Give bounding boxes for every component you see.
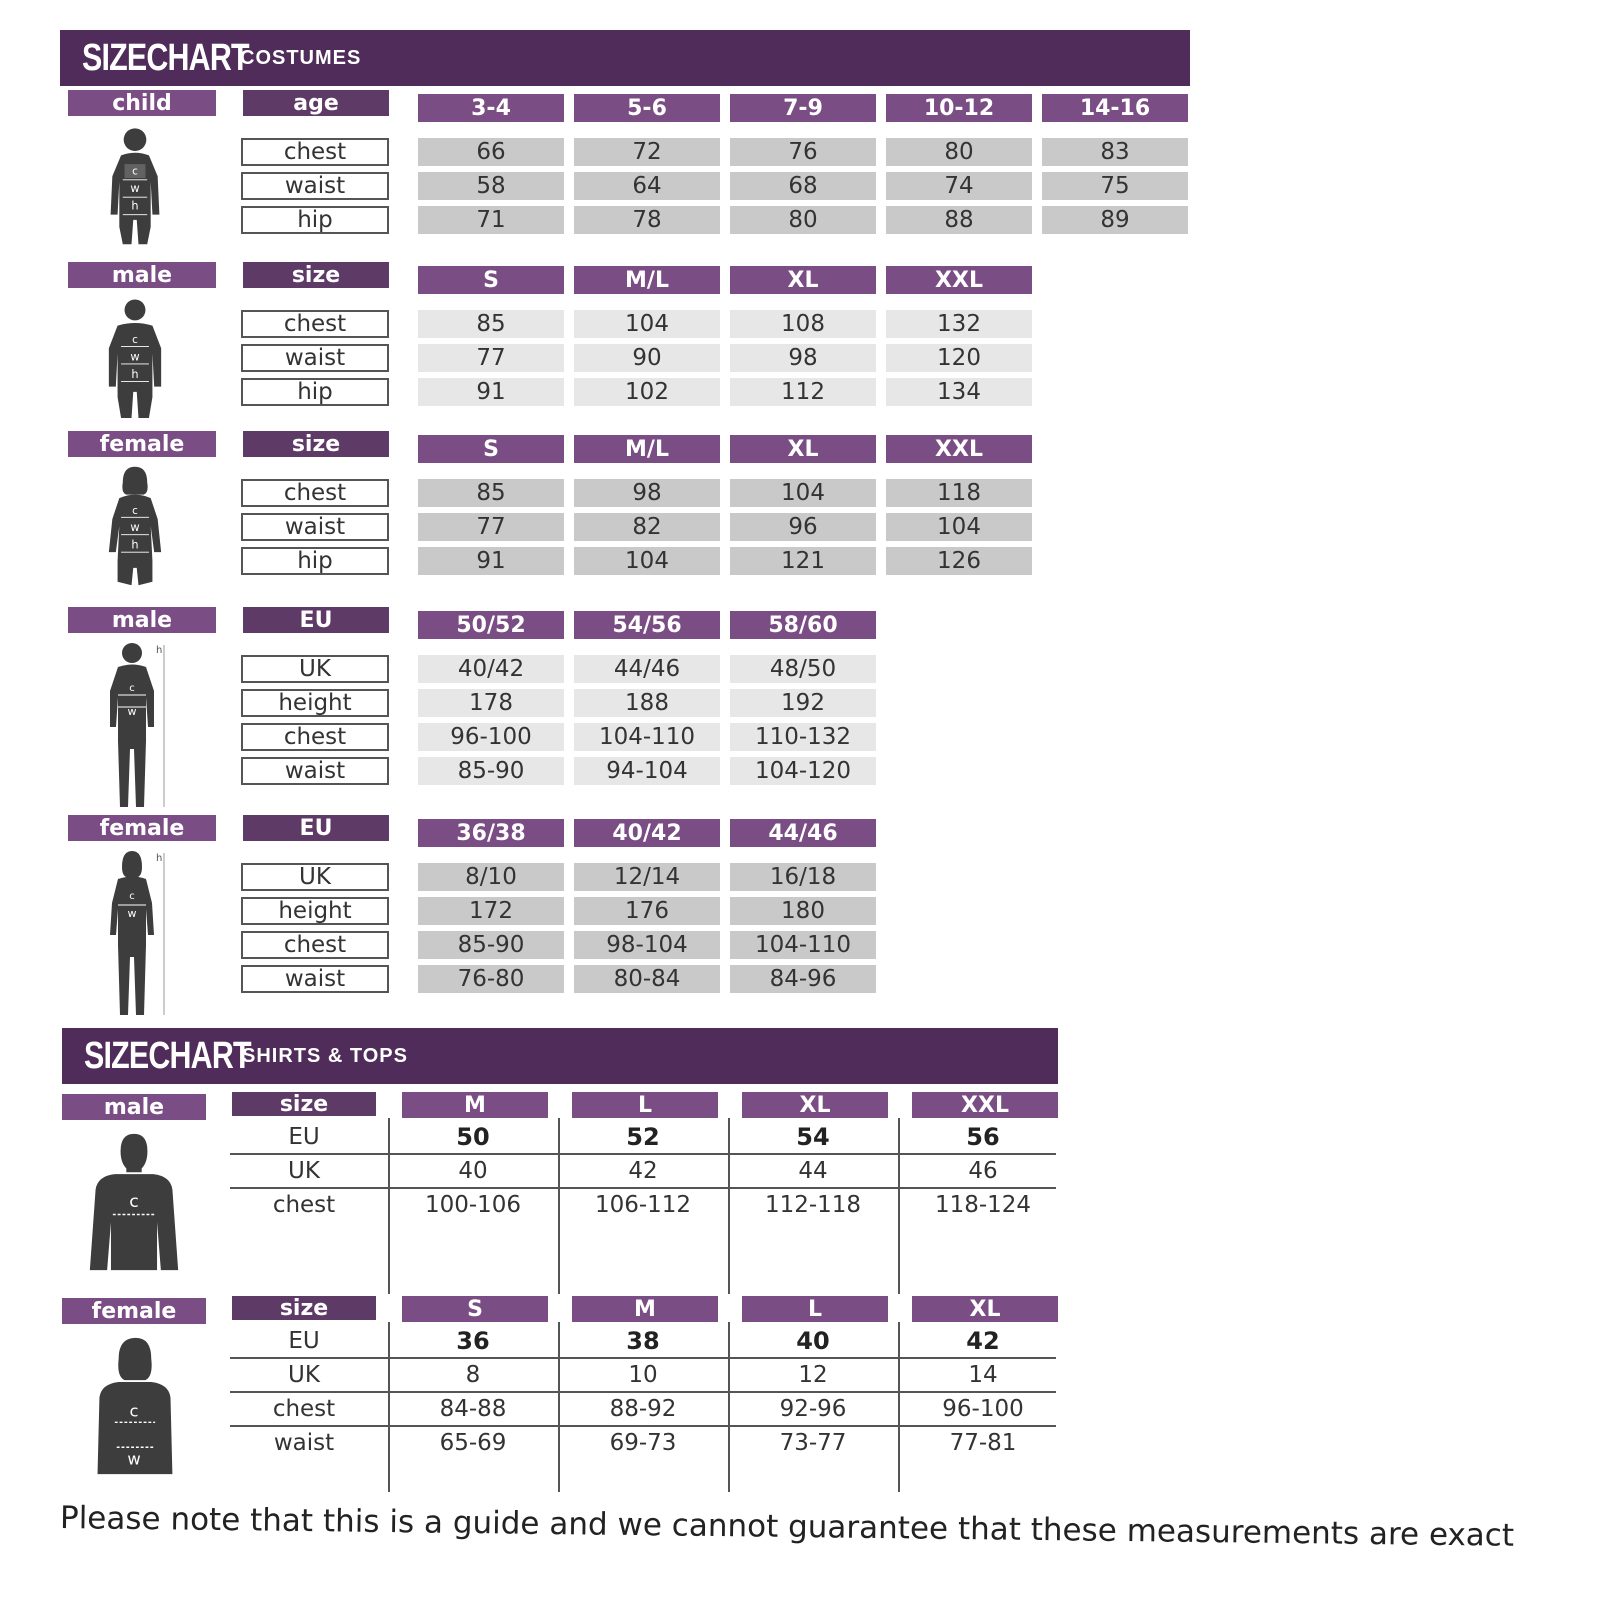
svg-text:w: w (130, 520, 140, 535)
size-column-header: XXL (886, 266, 1032, 294)
size-column-header: 44/46 (730, 819, 876, 847)
measure-value: 96-100 (418, 723, 564, 751)
measure-value: 118 (886, 479, 1032, 507)
size-column-header: XL (730, 266, 876, 294)
measure-value: 82 (574, 513, 720, 541)
measure-row-label: chest (272, 1192, 336, 1218)
measure-value: 40 (796, 1327, 830, 1355)
column-key-header: size (243, 431, 389, 457)
measure-value: 112-118 (764, 1192, 862, 1218)
measure-value: 76 (730, 138, 876, 166)
size-column-header: 10-12 (886, 94, 1032, 122)
measure-value: 134 (886, 378, 1032, 406)
size-column-header: S (402, 1296, 548, 1322)
measure-value: 90 (574, 344, 720, 372)
measure-value: 75 (1042, 172, 1188, 200)
size-column-header: XXL (886, 435, 1032, 463)
svg-text:w: w (130, 180, 140, 195)
measure-value: 108 (730, 310, 876, 338)
size-column-header: 5-6 (574, 94, 720, 122)
disclaimer-note: Please note that this is a guide and we cannot guarantee that these measurements are exact (59, 1500, 1515, 1554)
measure-value: 73-77 (779, 1430, 847, 1456)
measure-value: 96-100 (942, 1396, 1024, 1422)
measure-value: 54 (796, 1123, 830, 1151)
size-column-header: 36/38 (418, 819, 564, 847)
measure-value: 74 (886, 172, 1032, 200)
row-divider (230, 1187, 1056, 1189)
svg-text:c: c (129, 891, 135, 902)
size-column-header: 40/42 (574, 819, 720, 847)
svg-text:w: w (130, 349, 140, 364)
column-divider (388, 1118, 390, 1294)
measure-value: 76-80 (418, 965, 564, 993)
measure-value: 88 (886, 206, 1032, 234)
measure-value: 12/14 (574, 863, 720, 891)
section-label-male: male (68, 262, 216, 288)
measure-value: 8 (465, 1362, 481, 1388)
section-label-female: female (62, 1298, 206, 1324)
svg-text:h: h (156, 645, 163, 656)
measure-value: 96 (730, 513, 876, 541)
svg-text:h: h (131, 537, 139, 552)
measure-row-label: waist (273, 1430, 335, 1456)
child-figure (100, 124, 170, 246)
size-column-header: XXL (912, 1092, 1058, 1118)
column-key-header: size (232, 1296, 376, 1320)
measure-value: 104 (886, 513, 1032, 541)
measure-value: 104-120 (730, 757, 876, 785)
measure-value: 77 (418, 513, 564, 541)
column-divider (898, 1322, 900, 1492)
measure-value: 104 (574, 547, 720, 575)
measure-value: 10 (628, 1362, 658, 1388)
measure-value: 40 (458, 1158, 488, 1184)
measure-value: 89 (1042, 206, 1188, 234)
measure-row-label: hip (241, 206, 389, 234)
measure-row-label: UK (288, 1362, 320, 1388)
measure-value: 176 (574, 897, 720, 925)
measure-value: 172 (418, 897, 564, 925)
svg-text:c: c (129, 683, 135, 694)
measure-row-label: chest (241, 479, 389, 507)
measure-row-label: chest (241, 931, 389, 959)
measure-value: 98 (574, 479, 720, 507)
measure-value: 68 (730, 172, 876, 200)
section-label-female: female (68, 815, 216, 841)
measure-value: 83 (1042, 138, 1188, 166)
size-column-header: 54/56 (574, 611, 720, 639)
measure-value: 102 (574, 378, 720, 406)
measure-value: 8/10 (418, 863, 564, 891)
measure-value: 98 (730, 344, 876, 372)
measure-value: 71 (418, 206, 564, 234)
svg-text:c: c (132, 165, 138, 178)
column-key-header: EU (243, 607, 389, 633)
measure-value: 110-132 (730, 723, 876, 751)
measure-value: 12 (798, 1362, 828, 1388)
measure-value: 50 (456, 1123, 490, 1151)
measure-value: 56 (966, 1123, 1000, 1151)
measure-row-label: waist (241, 344, 389, 372)
size-column-header: 7-9 (730, 94, 876, 122)
svg-text:c: c (129, 1191, 139, 1212)
svg-text:c: c (132, 334, 138, 347)
section-label-male: male (62, 1094, 206, 1120)
svg-text:w: w (127, 907, 137, 920)
measure-value: 188 (574, 689, 720, 717)
measure-value: 84-96 (730, 965, 876, 993)
size-column-header: M/L (574, 266, 720, 294)
measure-value: 94-104 (574, 757, 720, 785)
measure-row-label: waist (241, 513, 389, 541)
column-key-header: EU (243, 815, 389, 841)
column-key-header: age (243, 90, 389, 116)
measure-value: 16/18 (730, 863, 876, 891)
size-column-header: XL (742, 1092, 888, 1118)
column-key-header: size (243, 262, 389, 288)
size-column-header: M (572, 1296, 718, 1322)
measure-value: 38 (626, 1327, 660, 1355)
measure-value: 91 (418, 547, 564, 575)
costumes-title-small: COSTUMES (240, 46, 362, 69)
measure-value: 192 (730, 689, 876, 717)
measure-value: 91 (418, 378, 564, 406)
shirt-female-figure (86, 1332, 182, 1480)
svg-text:h: h (131, 366, 139, 381)
costumes-title-big: SIZECHART (82, 36, 249, 79)
measure-value: 85 (418, 479, 564, 507)
measure-value: 80 (886, 138, 1032, 166)
size-column-header: L (572, 1092, 718, 1118)
measure-row-label: chest (241, 723, 389, 751)
svg-text:c: c (132, 504, 138, 517)
measure-row-label: chest (272, 1396, 336, 1422)
size-column-header: 50/52 (418, 611, 564, 639)
measure-value: 98-104 (574, 931, 720, 959)
measure-value: 104-110 (574, 723, 720, 751)
size-column-header: M/L (574, 435, 720, 463)
measure-value: 44 (798, 1158, 828, 1184)
size-column-header: M (402, 1092, 548, 1118)
measure-value: 178 (418, 689, 564, 717)
measure-row-label: UK (288, 1158, 320, 1184)
measure-value: 80 (730, 206, 876, 234)
measure-value: 65-69 (439, 1430, 507, 1456)
size-column-header: XL (730, 435, 876, 463)
svg-text:h: h (156, 853, 163, 864)
measure-value: 85-90 (418, 931, 564, 959)
measure-value: 46 (968, 1158, 998, 1184)
measure-row-label: waist (241, 965, 389, 993)
size-column-header: L (742, 1296, 888, 1322)
measure-value: 78 (574, 206, 720, 234)
svg-text:w: w (127, 705, 137, 718)
size-column-header: 3-4 (418, 94, 564, 122)
measure-row-label: waist (241, 172, 389, 200)
column-divider (558, 1118, 560, 1294)
measure-row-label: waist (241, 757, 389, 785)
section-label-female: female (68, 431, 216, 457)
row-divider (230, 1391, 1056, 1393)
size-column-header: XL (912, 1296, 1058, 1322)
section-label-child: child (68, 90, 216, 116)
column-divider (558, 1322, 560, 1492)
measure-value: 118-124 (934, 1192, 1032, 1218)
measure-value: 69-73 (609, 1430, 677, 1456)
measure-value: 48/50 (730, 655, 876, 683)
measure-value: 36 (456, 1327, 490, 1355)
measure-value: 120 (886, 344, 1032, 372)
svg-text:h: h (131, 198, 139, 213)
column-divider (898, 1118, 900, 1294)
measure-value: 85-90 (418, 757, 564, 785)
measure-value: 92-96 (779, 1396, 847, 1422)
measure-row-label: chest (241, 138, 389, 166)
row-divider (230, 1153, 1056, 1155)
measure-value: 77 (418, 344, 564, 372)
row-divider (230, 1357, 1056, 1359)
column-divider (728, 1322, 730, 1492)
measure-value: 180 (730, 897, 876, 925)
female-figure (100, 465, 170, 587)
shirts-title-big: SIZECHART (84, 1034, 251, 1077)
measure-row-label: height (241, 897, 389, 925)
measure-value: 72 (574, 138, 720, 166)
column-divider (388, 1322, 390, 1492)
measure-row-label: height (241, 689, 389, 717)
svg-text:c: c (129, 1401, 139, 1421)
measure-value: 44/46 (574, 655, 720, 683)
measure-value: 88-92 (609, 1396, 677, 1422)
measure-value: 42 (966, 1327, 1000, 1355)
measure-value: 112 (730, 378, 876, 406)
male-figure (100, 296, 170, 418)
measure-row-label: EU (288, 1124, 320, 1150)
measure-value: 121 (730, 547, 876, 575)
shirts-title-small: SHIRTS & TOPS (242, 1044, 408, 1067)
measure-value: 100-106 (424, 1192, 522, 1218)
measure-value: 58 (418, 172, 564, 200)
size-column-header: S (418, 435, 564, 463)
shirt-male-figure (86, 1128, 182, 1276)
measure-value: 66 (418, 138, 564, 166)
measure-row-label: UK (241, 655, 389, 683)
measure-value: 104 (574, 310, 720, 338)
measure-value: 84-88 (439, 1396, 507, 1422)
measure-value: 14 (968, 1362, 998, 1388)
measure-value: 132 (886, 310, 1032, 338)
measure-value: 104-110 (730, 931, 876, 959)
measure-value: 40/42 (418, 655, 564, 683)
measure-row-label: EU (288, 1328, 320, 1354)
measure-value: 104 (730, 479, 876, 507)
measure-row-label: UK (241, 863, 389, 891)
costumes-banner (60, 30, 1190, 86)
female-full-figure (100, 849, 180, 1019)
measure-value: 77-81 (949, 1430, 1017, 1456)
column-key-header: size (232, 1092, 376, 1116)
measure-value: 64 (574, 172, 720, 200)
male-full-figure (100, 641, 180, 811)
shirts-banner (62, 1028, 1058, 1084)
size-column-header: S (418, 266, 564, 294)
svg-text:w: w (127, 1449, 141, 1469)
measure-row-label: chest (241, 310, 389, 338)
measure-value: 126 (886, 547, 1032, 575)
column-divider (728, 1118, 730, 1294)
measure-value: 52 (626, 1123, 660, 1151)
measure-value: 85 (418, 310, 564, 338)
size-column-header: 58/60 (730, 611, 876, 639)
measure-value: 80-84 (574, 965, 720, 993)
measure-value: 42 (628, 1158, 658, 1184)
section-label-male: male (68, 607, 216, 633)
measure-row-label: hip (241, 547, 389, 575)
size-column-header: 14-16 (1042, 94, 1188, 122)
measure-row-label: hip (241, 378, 389, 406)
measure-value: 106-112 (594, 1192, 692, 1218)
row-divider (230, 1425, 1056, 1427)
